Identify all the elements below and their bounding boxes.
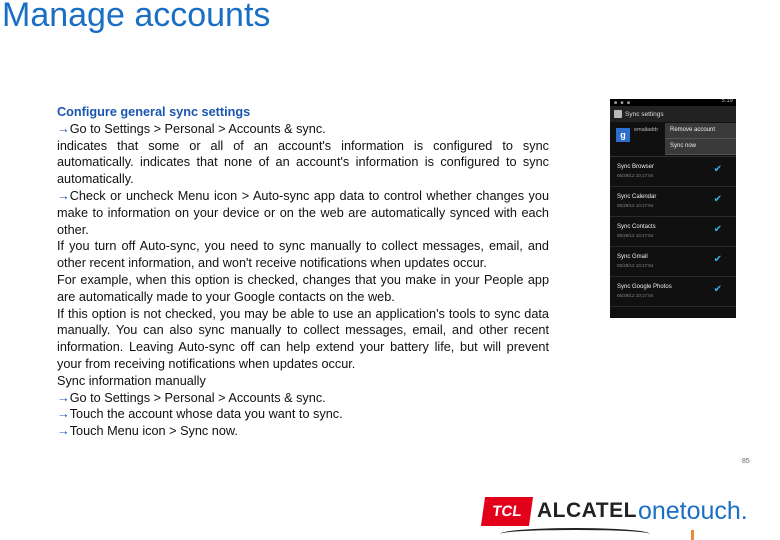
checkbox-icon[interactable]: ✔ <box>713 284 722 295</box>
sync-row-contacts[interactable] <box>610 217 736 247</box>
sync-row-calendar[interactable] <box>610 187 736 217</box>
section-heading: Configure general sync settings <box>57 105 251 119</box>
brand-logo <box>483 493 748 529</box>
notification-icons: ■ ■ ■ <box>614 100 631 106</box>
status-clock: 5:19 <box>721 99 733 104</box>
step-3-text: Go to Settings > Personal > Accounts & sync. <box>69 390 326 405</box>
checkbox-icon[interactable]: ✔ <box>713 164 722 175</box>
paragraph-3: For example, when this option is checked, changes that you make in your People app are automatically made to your Google contacts on the web. <box>57 272 549 304</box>
google-icon: g <box>616 128 630 142</box>
sync-row-timestamp: 05/29/12 10:17:54 <box>617 203 654 208</box>
instructions-text <box>57 104 549 440</box>
phone-screenshot <box>610 99 736 318</box>
paragraph-1: indicates that some or all of an account's information is configured to sync automatically. indicates that none of an account's information is configured to sync automatically. <box>57 138 549 187</box>
step-1-text: Go to Settings > Personal > Accounts & sync. <box>69 121 326 136</box>
arrow-icon: → <box>57 424 70 439</box>
step-4-text: Touch the account whose data you want to sync. <box>69 407 343 422</box>
account-name: emailaddr <box>634 127 659 133</box>
sync-row-timestamp: 05/29/12 10:17:54 <box>617 233 654 238</box>
checkbox-icon[interactable]: ✔ <box>713 254 722 265</box>
arrow-icon: → <box>57 121 70 136</box>
step-4 <box>57 406 549 423</box>
step-2-text: Check or uncheck Menu icon > Auto-sync app data to control whether changes you make to information on your device or on the web are automatically synced with each other. <box>57 188 549 237</box>
alcatel-wordmark: ALCATEL <box>537 499 637 522</box>
action-bar-title: Sync settings <box>625 110 664 118</box>
sync-row-google-photos[interactable] <box>610 277 736 307</box>
paragraph-2: If you turn off Auto-sync, you need to sync manually to collect messages, email, and other recent information, and won't receive notifications when updates occur. <box>57 239 549 271</box>
step-5-text: Touch Menu icon > Sync now. <box>69 424 238 439</box>
paragraph-4: If this option is not checked, you may be able to use an application's tools to sync data manually. You can also sync manually to collect messages, email, and other recent information. Leaving Auto-sync off can help extend your battery life, but will prevent your from receiving notifications when updates occur. <box>57 306 549 371</box>
sync-row-timestamp: 05/29/12 10:17:54 <box>617 173 654 178</box>
sync-row-timestamp: 05/29/12 10:17:54 <box>617 263 654 268</box>
settings-icon <box>614 110 622 118</box>
menu-item-remove-account[interactable]: Remove account <box>665 123 736 139</box>
sync-row-label: Sync Contacts <box>617 224 656 230</box>
sync-row-label: Sync Google Photos <box>617 284 672 290</box>
sync-row-label: Sync Browser <box>617 164 655 170</box>
sync-row-browser[interactable] <box>610 157 736 187</box>
overflow-menu <box>665 123 736 155</box>
checkbox-icon[interactable]: ✔ <box>713 194 722 205</box>
checkbox-icon[interactable]: ✔ <box>713 224 722 235</box>
step-3 <box>57 390 549 407</box>
sync-row-label: Sync Calendar <box>617 194 657 200</box>
arrow-icon: → <box>57 188 70 203</box>
sync-row-label: Sync Gmail <box>617 254 648 260</box>
arrow-icon: → <box>57 407 70 422</box>
orange-mark <box>691 530 694 540</box>
onetouch-wordmark: onetouch. <box>637 496 748 525</box>
paragraph-5: Sync information manually <box>57 373 206 388</box>
arrow-icon: → <box>57 390 70 405</box>
status-bar <box>610 99 736 106</box>
account-header <box>610 122 736 157</box>
page-title: Manage accounts <box>2 0 271 34</box>
menu-item-sync-now[interactable]: Sync now <box>665 139 736 155</box>
logo-swoosh <box>500 528 650 540</box>
step-1 <box>57 121 549 138</box>
step-5 <box>57 423 549 440</box>
step-2 <box>57 188 549 238</box>
action-bar <box>610 106 736 122</box>
tcl-logo: TCL <box>481 497 533 526</box>
sync-row-gmail[interactable] <box>610 247 736 277</box>
sync-row-timestamp: 05/29/12 10:17:54 <box>617 293 654 298</box>
page-number: 85 <box>742 458 750 465</box>
